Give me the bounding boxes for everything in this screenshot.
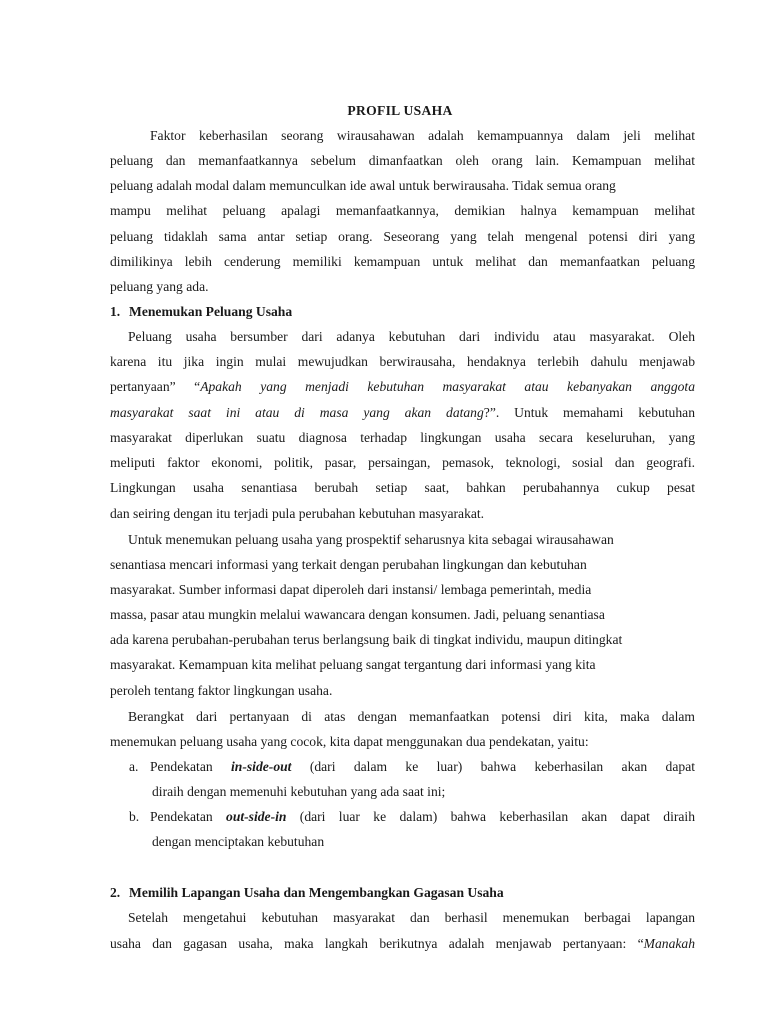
paragraph-line: usaha dan gagasan usaha, maka langkah berikutnya adalah menjawab pertanyaan: “Manakah	[110, 936, 695, 951]
list-term: in-side-out	[231, 759, 292, 774]
list-item: b. Pendekatan out-side-in (dari luar ke dalam) bahwa keberhasilan akan dapat diraih	[129, 804, 695, 829]
intro-line: mampu melihat peluang apalagi memanfaatkannya, demikian halnya kemampuan melihat	[110, 203, 695, 218]
intro-line: peluang adalah modal dalam memunculkan ide awal untuk berwirausaha. Tidak semua orang	[110, 178, 616, 193]
paragraph-line: ada karena perubahan-perubahan terus berlangsung baik di tingkat individu, maupun ditingkat	[110, 632, 623, 647]
intro-line: Faktor keberhasilan seorang wirausahawan adalah kemampuannya dalam jeli melihat	[150, 128, 695, 143]
paragraph-line: dan seiring dengan itu terjadi pula perubahan kebutuhan masyarakat.	[110, 506, 485, 521]
intro-line: peluang yang ada.	[110, 279, 209, 294]
paragraph-line: masyarakat diperlukan suatu diagnosa terhadap lingkungan usaha secara keseluruhan, yang	[110, 430, 695, 445]
paragraph-line: masyarakat. Kemampuan kita melihat peluang sangat tergantung dari informasi yang kita	[110, 657, 596, 672]
paragraph-line: meliputi faktor ekonomi, politik, pasar, persaingan, pemasok, teknologi, sosial dan geografi.	[110, 455, 695, 470]
section-2-title: Memilih Lapangan Usaha dan Mengembangkan Gagasan Usaha	[129, 885, 504, 900]
question-quote: Manakah	[643, 936, 695, 951]
list-letter: b.	[129, 809, 140, 824]
intro-line: dimilikinya lebih cenderung memiliki kemampuan untuk melihat dan memanfaatkan peluang	[110, 254, 695, 269]
section-2-heading	[110, 880, 695, 905]
intro-line: peluang dan memanfaatkannya sebelum dimanfaatkan oleh orang lain. Kemampuan melihat	[110, 153, 695, 168]
paragraph-line: Setelah mengetahui kebutuhan masyarakat dan berhasil menemukan berbagai lapangan	[128, 910, 695, 925]
list-item-continuation: dengan menciptakan kebutuhan	[152, 834, 325, 849]
quote-close: ?”. Untuk memahami kebutuhan	[483, 405, 695, 420]
paragraph-line: menemukan peluang usaha yang cocok, kita dapat menggunakan dua pendekatan, yaitu:	[110, 734, 589, 749]
paragraph-line: Lingkungan usaha senantiasa berubah setiap saat, bahkan perubahannya cukup pesat	[110, 480, 695, 495]
paragraph-line: Peluang usaha bersumber dari adanya kebutuhan dari individu atau masyarakat. Oleh	[128, 329, 695, 344]
paragraph-line	[110, 400, 695, 425]
section-1-title: Menemukan Peluang Usaha	[129, 304, 293, 319]
section-2-number: 2.	[110, 885, 121, 900]
list-item-continuation: diraih dengan memenuhi kebutuhan yang ada saat ini;	[152, 784, 446, 799]
section-1-number: 1.	[110, 304, 121, 319]
list-letter: a.	[129, 759, 139, 774]
quote-open: pertanyaan” “	[110, 379, 201, 394]
list-term: out-side-in	[226, 809, 287, 824]
paragraph-line	[110, 374, 695, 399]
intro-line: peluang tidaklah sama antar setiap orang. Seseorang yang telah mengenal potensi diri yang	[110, 229, 695, 244]
page-title: PROFIL USAHA	[347, 103, 453, 118]
question-quote: Apakah yang menjadi kebutuhan masyarakat atau kebanyakan anggota	[200, 379, 696, 394]
paragraph-line: masyarakat. Sumber informasi dapat diperoleh dari instansi/ lembaga pemerintah, media	[110, 582, 592, 597]
section-1-heading	[110, 299, 695, 324]
paragraph-line: karena itu jika ingin mulai mewujudkan berwirausaha, hendaknya terlebih dahulu menjawab	[110, 354, 695, 369]
list-item: a. Pendekatan in-side-out (dari dalam ke luar) bahwa keberhasilan akan dapat	[129, 754, 695, 779]
paragraph-line: Berangkat dari pertanyaan di atas dengan memanfaatkan potensi diri kita, maka dalam	[128, 709, 695, 724]
paragraph-line: peroleh tentang faktor lingkungan usaha.	[110, 683, 333, 698]
question-quote-end: masyarakat saat ini atau di masa yang akan datang	[110, 405, 484, 420]
paragraph-line: senantiasa mencari informasi yang terkait dengan perubahan lingkungan dan kebutuhan	[110, 557, 587, 572]
paragraph-line: Untuk menemukan peluang usaha yang prospektif seharusnya kita sebagai wirausahawan	[128, 532, 614, 547]
paragraph-line: massa, pasar atau mungkin melalui wawancara dengan konsumen. Jadi, peluang senantiasa	[110, 607, 605, 622]
